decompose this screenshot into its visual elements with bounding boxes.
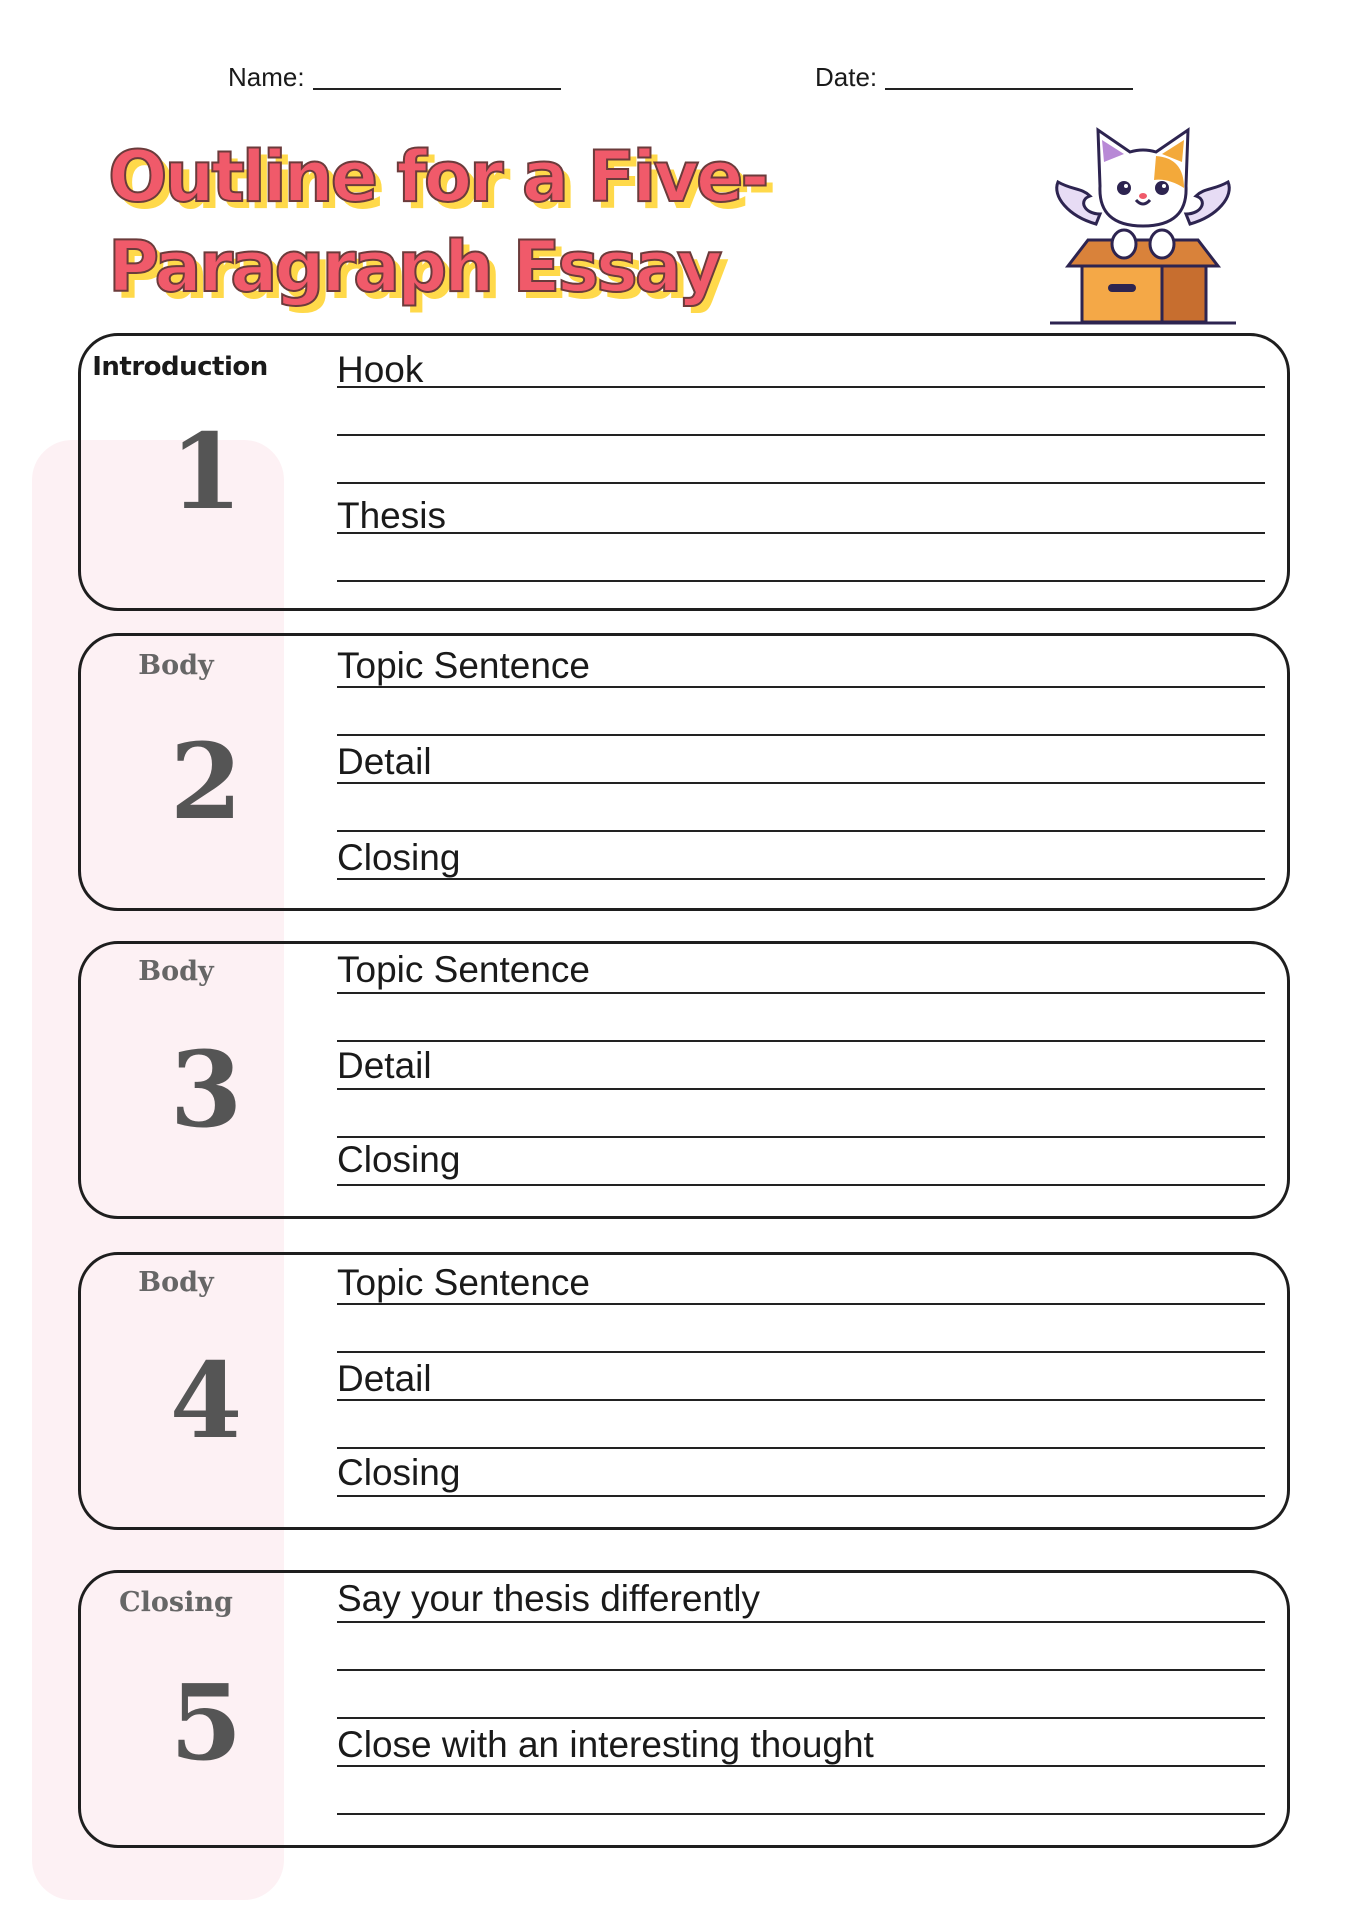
writing-line[interactable] bbox=[337, 386, 1265, 388]
name-field[interactable] bbox=[228, 62, 561, 93]
writing-line[interactable] bbox=[337, 1184, 1265, 1186]
section-number: 2 bbox=[169, 720, 243, 843]
writing-line[interactable] bbox=[337, 532, 1265, 534]
section-label: Body bbox=[138, 650, 214, 681]
section-number: 1 bbox=[169, 410, 243, 533]
write-area[interactable] bbox=[337, 1255, 1265, 1527]
prompt-hook: Hook bbox=[337, 349, 424, 390]
writing-line[interactable] bbox=[337, 782, 1265, 784]
writing-line[interactable] bbox=[337, 580, 1265, 582]
writing-line[interactable] bbox=[337, 1813, 1265, 1815]
prompt-closing: Closing bbox=[337, 1452, 461, 1493]
prompt-topic-sentence: Topic Sentence bbox=[337, 645, 591, 686]
section-body-4 bbox=[78, 1252, 1290, 1530]
prompt-interesting-thought: Close with an interesting thought bbox=[337, 1724, 874, 1765]
page-title: Outline for a Five-Paragraph Essay bbox=[108, 136, 767, 308]
writing-line[interactable] bbox=[337, 1495, 1265, 1497]
writing-line[interactable] bbox=[337, 1040, 1265, 1042]
prompt-topic-sentence: Topic Sentence bbox=[337, 1262, 591, 1303]
prompt-detail: Detail bbox=[337, 1358, 432, 1399]
date-field[interactable] bbox=[815, 62, 1133, 93]
section-number: 3 bbox=[169, 1028, 243, 1151]
section-introduction bbox=[78, 333, 1290, 611]
write-area[interactable] bbox=[337, 336, 1265, 608]
section-number: 5 bbox=[169, 1661, 243, 1784]
section-body-3 bbox=[78, 941, 1290, 1219]
writing-line[interactable] bbox=[337, 1717, 1265, 1719]
writing-line[interactable] bbox=[337, 1351, 1265, 1353]
section-label: Body bbox=[138, 956, 214, 987]
writing-line[interactable] bbox=[337, 992, 1265, 994]
writing-line[interactable] bbox=[337, 482, 1265, 484]
section-body-2 bbox=[78, 633, 1290, 911]
writing-line[interactable] bbox=[337, 434, 1265, 436]
writing-line[interactable] bbox=[337, 1136, 1265, 1138]
writing-line[interactable] bbox=[337, 1399, 1265, 1401]
writing-line[interactable] bbox=[337, 1621, 1265, 1623]
prompt-topic-sentence: Topic Sentence bbox=[337, 949, 591, 990]
writing-line[interactable] bbox=[337, 734, 1265, 736]
write-area[interactable] bbox=[337, 636, 1265, 908]
section-closing bbox=[78, 1570, 1290, 1848]
prompt-detail: Detail bbox=[337, 1045, 432, 1086]
writing-line[interactable] bbox=[337, 1669, 1265, 1671]
name-line[interactable] bbox=[313, 88, 561, 90]
writing-line[interactable] bbox=[337, 686, 1265, 688]
prompt-closing: Closing bbox=[337, 837, 461, 878]
writing-line[interactable] bbox=[337, 1303, 1265, 1305]
writing-line[interactable] bbox=[337, 830, 1265, 832]
writing-line[interactable] bbox=[337, 1447, 1265, 1449]
writing-line[interactable] bbox=[337, 878, 1265, 880]
date-line[interactable] bbox=[885, 88, 1133, 90]
cat-in-box-icon bbox=[1038, 116, 1248, 326]
write-area[interactable] bbox=[337, 944, 1265, 1216]
writing-line[interactable] bbox=[337, 1088, 1265, 1090]
writing-line[interactable] bbox=[337, 1765, 1265, 1767]
write-area[interactable] bbox=[337, 1573, 1265, 1845]
section-number: 4 bbox=[169, 1339, 243, 1462]
section-label: Body bbox=[138, 1267, 214, 1298]
section-label: Introduction bbox=[92, 352, 268, 382]
prompt-closing: Closing bbox=[337, 1139, 461, 1180]
name-label: Name: bbox=[228, 62, 305, 92]
prompt-detail: Detail bbox=[337, 741, 432, 782]
section-label: Closing bbox=[119, 1587, 233, 1618]
prompt-thesis: Thesis bbox=[337, 495, 446, 536]
prompt-restate-thesis: Say your thesis differently bbox=[337, 1578, 760, 1619]
date-label: Date: bbox=[815, 62, 878, 92]
